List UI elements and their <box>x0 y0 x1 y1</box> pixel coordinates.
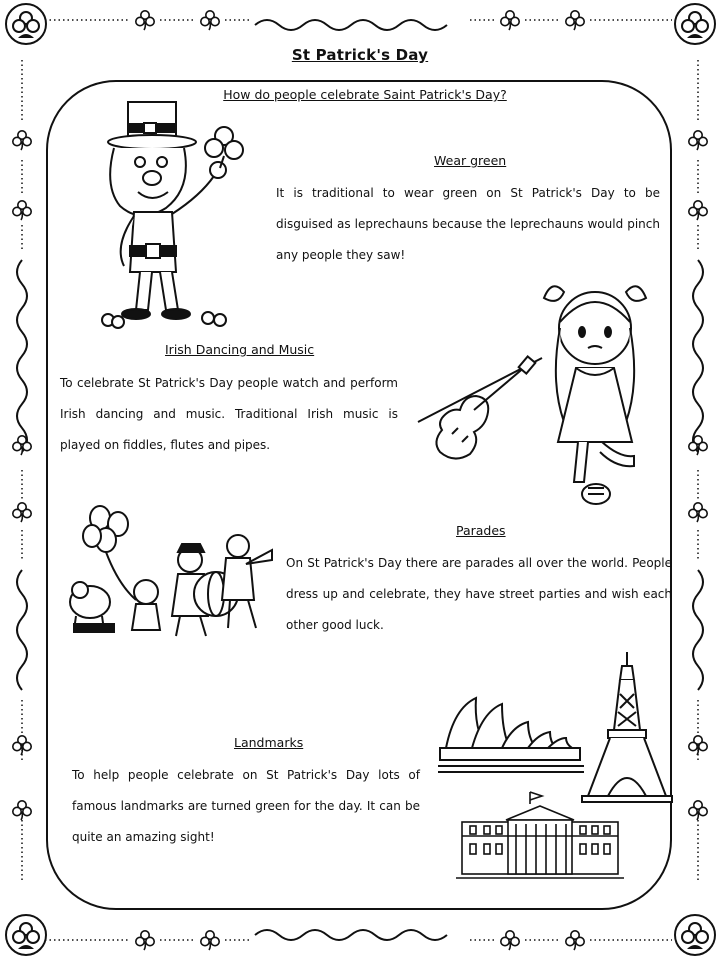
text-wear-green: It is traditional to wear green on St Patrick's Day to be disguised as leprechauns because the leprechauns would pinch any people they saw! <box>276 186 660 262</box>
heading-dancing: Irish Dancing and Music <box>165 342 315 357</box>
heading-parades: Parades <box>456 523 506 538</box>
sydney-opera-house-icon <box>436 688 586 780</box>
text-dancing: To celebrate St Patrick's Day people watch and perform Irish dancing and music. Traditional Irish music is played on fiddles, flutes and pipes. <box>60 376 398 452</box>
text-landmarks: To help people celebrate on St Patrick's Day lots of famous landmarks are turned green for the day. It can be quite an amazing sight! <box>72 768 420 844</box>
page-question: How do people celebrate Saint Patrick's Day? <box>223 87 507 102</box>
parade-icon <box>66 504 276 644</box>
white-house-icon <box>456 790 624 884</box>
heading-wear-green: Wear green <box>434 153 507 168</box>
leprechaun-icon <box>100 96 252 332</box>
page-title: St Patrick's Day <box>291 46 429 64</box>
heading-landmarks: Landmarks <box>234 735 304 750</box>
fiddle-icon <box>414 350 544 466</box>
irish-dancer-girl-icon <box>530 272 660 516</box>
text-parades: On St Patrick's Day there are parades all over the world. People dress up and celebrate, they have street parties and wish each other good luck. <box>286 556 672 632</box>
eiffel-tower-icon <box>578 650 676 808</box>
